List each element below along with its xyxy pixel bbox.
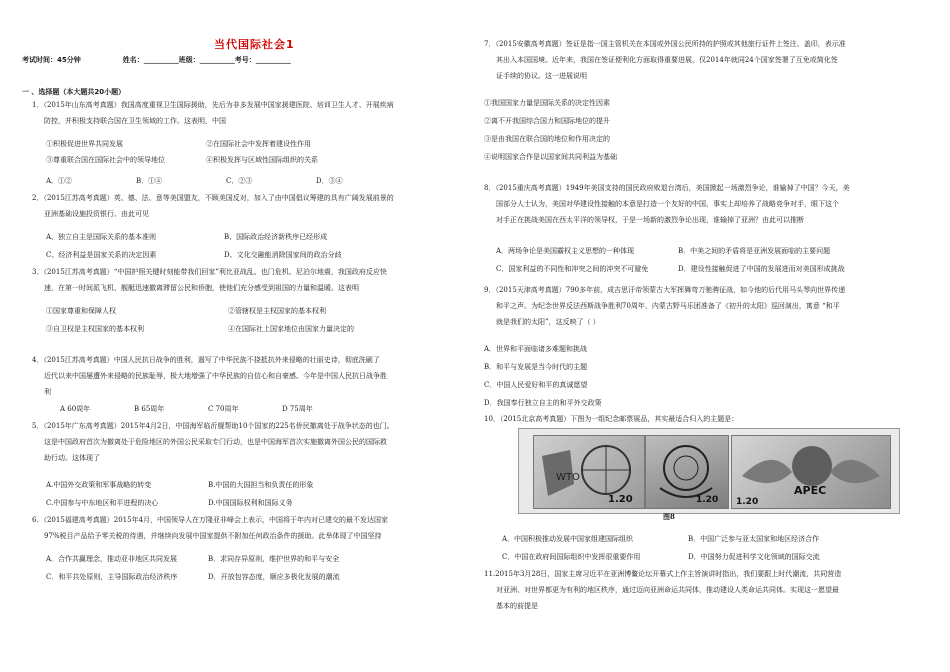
question-2-line-2: 亚洲基础设施投资银行。由此可见 [44,210,149,218]
q1-option-b[interactable]: B．①④ [136,177,163,185]
q1-item-1: ①积极促进世界共同发展 [46,140,123,148]
q7-item-3: ③是由我国在联合国的地位和作用决定的 [484,135,610,143]
question-2 [32,190,394,222]
q8-option-d[interactable]: D．建设性接触促进了中国的发展进而对美国形成挑战 [678,265,845,273]
question-3 [32,264,387,296]
q2-option-d[interactable]: D、文化交融能消除国家间的政治分歧 [224,251,342,259]
question-1-line-2: 防控，并积极支持联合国在卫生领域的工作。这表明，中国 [44,117,226,125]
question-6-line-2: 97%税目产品给予零关税的待遇，并继续向发展中国家提供不附加任何政治条件的援助。此举体现了中国坚持 [44,532,382,540]
question-3-line-1: 3．（2015江苏高考真题）“中国护照关键时刻能带我们回家”利比亚战乱、也门危机、尼泊尔地震，我国政府反应快 [32,268,387,276]
q2-option-a[interactable]: A、独立自主是国际关系的基本准则 [46,233,157,241]
question-5 [32,418,394,466]
question-1-line-1: 1．（2015年山东高考真题）我国高度重视卫生国际援助，先后为非多发展中国家援建医院、培训卫生人才、开展疾病 [32,101,394,109]
question-7-line-2: 其出入本国国境。近年来，我国在签证便利化方面取得重要进展，仅2014年就同24个国家签署了互免或简化签 [496,56,838,64]
question-9-line-1: 9．（2015天津高考真题）790多年前，成吉思汗帝领蒙古大军挥舞弯刀驰骋征战，如今他的后代用马头琴向世界传递 [484,286,846,294]
q3-item-4: ④在国际社上国家地位由国家力量决定的 [228,325,354,333]
q2-option-c[interactable]: C、经济利益是国家关系的决定因素 [46,251,157,259]
stamp-price-1: 1.20 [608,494,633,505]
question-1 [32,97,394,129]
q4-option-d[interactable]: D 75周年 [282,405,313,413]
q2-option-b[interactable]: B、国际政治经济新秩序已经形成 [224,233,328,241]
q5-option-b[interactable]: B.中国的大国担当和负责任的形象 [208,481,314,489]
q6-option-d[interactable]: D．开放包容态度，顺应多极化发展的潮流 [208,573,340,581]
question-3-line-2: 速，在第一时间派飞机、舰艇迅速撤离滞留公民和侨胞，使他们充分感受到祖国的力量和温暖。这表明 [44,284,359,292]
apec-globe-icon [732,436,890,508]
question-9 [484,282,845,330]
q8-option-b[interactable]: B．中美之间的矛盾将是亚洲发展面临的主要问题 [678,247,831,255]
q5-option-c[interactable]: C.中国参与中东地区和平进程的决心 [46,499,159,507]
q10-option-a[interactable]: A．中国积极推动发展中国家组建国际组织 [502,535,634,543]
q8-option-a[interactable]: A．两场争论是美国霸权主义思想的一种体现 [496,247,635,255]
q4-option-c[interactable]: C 70周年 [208,405,239,413]
question-8 [484,180,850,228]
q1-option-c[interactable]: C．②③ [226,177,253,185]
question-6 [32,512,388,544]
page-title: 当代国际社会1 [214,38,295,51]
q9-option-c[interactable]: C．中国人民爱好和平的真诚愿望 [484,381,588,389]
q5-option-a[interactable]: A.中国外交政策和军事战略的转变 [46,481,152,489]
q4-option-a[interactable]: A 60周年 [60,405,91,413]
question-9-line-2: 和平之声。为纪念世界反法西斯战争胜利70周年，内蒙古野马乐团准备了《初升的太阳》巡回演出，寓意 “和平 [496,302,840,310]
q3-item-2: ②管辖权是主权国家的基本权利 [228,307,326,315]
question-4 [32,352,387,400]
stamp-un-globe [645,435,729,509]
q4-option-b[interactable]: B 65周年 [134,405,165,413]
question-2-line-1: 2．（2015江苏高考真题）英、德、法、意等美国盟友，不顾美国反对，加入了由中国倡议筹建的具有广阔发展前景的 [32,194,394,202]
q1-item-2: ②在国际社会中发挥着建设性作用 [206,140,311,148]
question-8-line-3: 对手正在挑战美国在西太平洋的领导权，于是一场新的激烈争论出现，谁输掉了亚洲？由此可以推断 [496,216,804,224]
question-6-line-1: 6．（2015福建高考真题）2015年4月，中国领导人在万隆亚非峰会上表示，中国将于年内对已建交的最不发达国家 [32,516,389,524]
question-5-line-2: 这是中国政府首次为撤离处于危险地区的外国公民采取专门行动，也是中国海军首次实施撤离外国公民的国际救 [44,438,387,446]
q7-item-4: ④说明国家合作是以国家间共同利益为基础 [484,153,617,161]
stamp-apec [731,435,891,509]
exam-name-line: 姓名：__________班级：__________考号：__________ [122,56,291,64]
q1-item-3: ③尊重联合国在国际社会中的领导地位 [46,156,165,164]
apec-label: APEC [794,484,827,497]
wto-label: WTO [556,472,580,483]
q8-option-c[interactable]: C．国家利益的不同性和冲突之间的冲突不可避免 [496,265,649,273]
q3-item-1: ①国家尊重和保障人权 [46,307,116,315]
q6-option-c[interactable]: C．和平共处原则，主导国际政治经济秩序 [46,573,178,581]
question-11-line-3: 基本的前提是 [496,602,538,610]
question-11 [484,566,841,614]
q9-option-b[interactable]: B．和平与发展是当今时代的主题 [484,363,588,371]
stamp-price-2: 1.20 [696,495,719,505]
q9-option-a[interactable]: A．世界和平面临诸多难题和挑战 [484,345,588,353]
question-7 [484,36,846,84]
wto-globe-icon [534,436,644,508]
q5-option-d[interactable]: D.中国国际权利和国际义务 [208,499,293,507]
q10-option-c[interactable]: C．中国在政府间国际组织中发挥很重要作用 [502,553,641,561]
un-emblem-icon [646,436,728,508]
q1-item-4: ④积极发挥与区域性国际组织的关系 [206,156,318,164]
section-heading: 一 、选择题（本大题共20小题） [22,88,126,96]
q6-option-a[interactable]: A．合作共赢理念，推动亚非地区共同发展 [46,555,178,563]
figure-caption: 图8 [663,512,675,521]
q1-option-a[interactable]: A．①② [46,177,73,185]
stamp-wto [533,435,645,509]
q7-item-2: ②离不开我国综合国力和国际地位的提升 [484,117,610,125]
stamp-figure [518,428,900,514]
question-7-line-1: 7．（2015安徽高考真题）签证是指一国主管机关在本国或外国公民所持的护照或其他旅行证件上签注、盖印，表示准 [484,40,846,48]
question-10-line-1: 10．（2015北京高考真题）下图为一组纪念邮票展品，其实最适合归入的主题是： [484,415,739,423]
q10-option-b[interactable]: B．中国广泛参与亚太国家和地区经济合作 [688,535,820,543]
question-9-line-3: 就是我们的太阳”，这反映了（ ） [496,318,600,326]
question-11-line-1: 11.2015年3月28日，国家主席习近平在亚洲博鳌论坛开幕式上作主旨演讲时指出，我们要跟上时代潮流，共同营造 [484,570,842,578]
question-4-line-1: 4．（2015江苏高考真题）中国人民抗日战争的胜利，遏写了中华民族不挠抵抗外来侵略的壮丽史诗，彻底洗刷了 [32,356,380,364]
q6-option-b[interactable]: B．求同存异原则，维护世界的和平与安全 [208,555,340,563]
q9-option-d[interactable]: D．我国奉行独立自主的和平外交政策 [484,399,602,407]
question-5-line-3: 助行动。这体现了 [44,454,100,462]
q7-item-1: ①我国国家力量是国际关系的决定性因素 [484,99,610,107]
q1-option-d[interactable]: D．③④ [316,177,343,185]
exam-meta [22,55,291,65]
q3-item-3: ③自卫权是主权国家的基本权利 [46,325,144,333]
question-4-line-2: 近代以来中国屡遭外来侵略的民族耻辱，极大地增强了中华民族的自信心和自豪感。今年是中国人民抗日战争胜 [44,372,387,380]
question-7-line-3: 证手续的协议。这一进展说明 [496,72,587,80]
question-4-line-3: 利 [44,388,51,396]
question-5-line-1: 5．（2015年广东高考真题）2015年4月2日，中国海军临沂舰帮助10个国家的225名侨民撤离处于战争状态的也门。 [32,422,394,430]
question-11-line-2: 对亚洲、对世界都更为有利的地区秩序，通过迈向亚洲命运共同体，推动建设人类命运共同体。实现这一愿望最 [496,586,839,594]
question-8-line-2: 国部分人士认为，美国对华建设性接触的本意是打造一个友好的中国，事实上却培养了战略竞争对手，眼下这个 [496,200,839,208]
q10-option-d[interactable]: D．中国努力促进科学文化领域的国际交流 [688,553,820,561]
exam-time: 考试时间：45分钟 [22,56,81,64]
stamp-price-3: 1.20 [736,497,759,507]
question-8-line-1: 8．（2015重庆高考真题）1949年美国支持的国民政府败退台湾后，美国掀起一场激烈争论，谁输掉了中国？今天，美 [484,184,850,192]
